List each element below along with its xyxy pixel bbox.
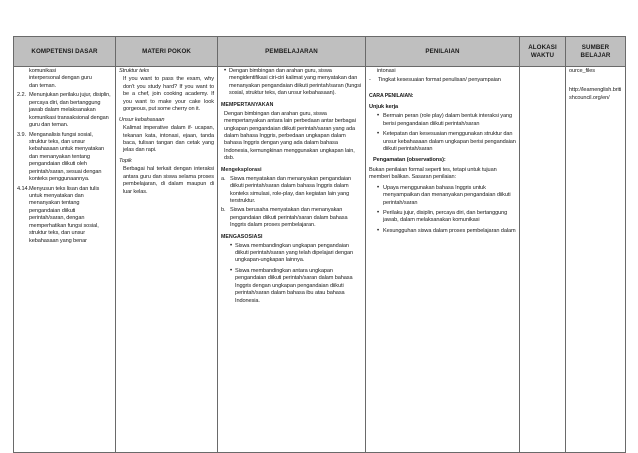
table-header-row — [14, 37, 626, 67]
pb-item-text: Siswa berusaha menyatakan dan menanyakan pengandaian diikuti perintah/saran dalam bahasa Inggris dalam proses pembelajaran. — [230, 207, 348, 229]
pb-heading-mengasosiasi: MENGASOSIASI — [221, 233, 263, 240]
bullet-icon: • — [229, 267, 232, 274]
cell-pembelajaran — [218, 67, 366, 453]
cell-materi-pokok — [116, 67, 218, 453]
mp-paragraph: Berbagai hal terkait dengan interaksi antara guru dan siswa selama proses pembelajaran, di dalam maupun di luar kelas. — [123, 166, 214, 195]
header-sumber-belajar: SUMBER BELAJAR — [566, 37, 626, 67]
pn-heading-unjuk-kerja: Unjuk kerja — [369, 103, 399, 110]
bullet-icon: • — [376, 227, 379, 234]
pb-assoc-item — [221, 243, 362, 265]
mp-paragraph: Kalimat imperative dalam if- ucapan, tekanan kata, intonasi, ejaan, tanda baca, tulisan tangan dan cetak yang jelas dan rapi. — [123, 125, 214, 154]
kd-lead-line: dan teman. — [29, 82, 56, 89]
mp-heading-unsur-kebahasaan: Unsur kebahasaan — [119, 116, 165, 123]
bullet-icon: • — [376, 113, 379, 120]
pb-bullet-text: Dengan bimbingan dan arahan guru, siswa mengidentifikasi ciri-ciri kalimat yang menyatakan dan menanyakan pengandaian diikuti perintah/saran (fungsi sosial, struktur teks, dan unsur kebahasaan). — [229, 68, 362, 97]
pn-dash-item — [369, 77, 516, 84]
header-materi-pokok: MATERI POKOK — [116, 37, 218, 67]
kd-lead — [17, 68, 112, 90]
pn-bullet-text: Bermain peran (role play) dalam bentuk interaksi yang berisi pengandaian diikuti perintah/saran — [383, 113, 513, 127]
bullet-icon: • — [229, 242, 232, 249]
kd-lead-line: komunikasi — [29, 68, 56, 74]
sb-link-britishcouncil[interactable]: http://learnenglish.britishcouncil.org/en/ — [569, 87, 622, 101]
pn-bullet-text: Upaya menggunakan bahasa Inggris untuk menyampaikan dan menanyakan pengandaian diikuti perintah/saran — [383, 184, 511, 206]
kd-item-text: Menyusun teks lisan dan tulis untuk menyatakan dan menanyakan tentang pengandaian diikuti perintah/saran, dengan memperhatikan fungsi sosial, struktur teks, dan unsur kebahasaan yang benar — [29, 185, 100, 244]
mp-heading-struktur-teks: Struktur teks — [119, 68, 150, 74]
pb-assoc-item — [221, 268, 362, 305]
mp-heading-topik: Topik — [119, 157, 132, 164]
header-alokasi-waktu: ALOKASI WAKTU — [520, 37, 566, 67]
dash-icon: - — [369, 77, 371, 84]
bullet-icon: • — [223, 68, 226, 74]
cell-alokasi-waktu — [520, 67, 566, 453]
kd-lead-line: interpersonal dengan guru — [29, 75, 92, 82]
pn-sasaran-item — [369, 185, 516, 207]
pb-heading-mempertanyakan: MEMPERTANYAKAN — [221, 101, 274, 108]
bullet-icon: • — [376, 210, 379, 217]
table-row — [14, 67, 626, 453]
pb-paragraph: Dengan bimbingan dan arahan guru, siswa mempertanyakan antara lain perbedaan antar berbagai ungkapan pengandaian diikuti perintah/saran yang ada dalam bahasa Inggris, perbedaan ungkapan dalam bahasa Inggris dengan yang ada dalam bahasa Indonesia, kemungkinan menggunakan ungkapan lain, dsb. — [224, 110, 356, 162]
kd-item-2-2 — [17, 92, 112, 129]
kd-item-text: Menunjukan perilaku jujur, disiplin, percaya diri, dan bertanggung jawab dalam melaksanakan komunikasi transaksional dengan guru dan teman. — [29, 92, 111, 129]
kd-item-4-14 — [17, 186, 112, 246]
pn-dash-text: Tingkat kesesuaian format penulisan/ penyampaian — [378, 77, 501, 84]
pb-item-text: Siswa menyatakan dan menanyakan pengandaian diikuti perintah/saran dalam bahasa Inggris dalam konteks simulasi, role-play, dan kegiatan lain yang terstruktur. — [230, 175, 352, 204]
pn-heading-cara-penilaian: CARA PENILAIAN: — [369, 92, 414, 99]
cell-sumber-belajar — [566, 67, 626, 453]
header-kompetensi-dasar: KOMPETENSI DASAR — [14, 37, 116, 67]
pb-bullet-text: Siswa membandingkan antara ungkapan pengandaian diikuti perintah/saran dalam bahasa Inggris dengan ungkapan pengandaian diikuti perintah/saran dalam bahasa ibu atau bahasa Indonesia. — [235, 267, 353, 304]
pn-heading-pengamatan: Pengamatan (observations): — [373, 157, 446, 164]
pn-bullet-text: Ketepatan dan kesesuaian menggunakan struktur dan unsur kebahasaan dalam ungkapan berisi pengandaian diikuti perintah/saran — [383, 131, 516, 152]
syllabus-table — [13, 36, 626, 453]
pb-explore-item — [221, 176, 362, 206]
pb-item-letter: a. — [221, 175, 226, 182]
mp-paragraph: If you want to pass the exam, why don't you study hard? If you want to be a chef, join cooking academy. If you want to make your cake look gorgeous, put some cherry on it. — [123, 76, 214, 113]
pn-bullet-text: Kesungguhan siswa dalam proses pembelajaran dalam — [383, 227, 516, 234]
sb-source-files: ource_files — [569, 68, 595, 74]
header-pembelajaran: PEMBELAJARAN — [218, 37, 366, 67]
pn-pengamatan-text: Bukan penilaian formal seperti tes, tetapi untuk tujuan memberi balikan. Sasaran penilaian: — [369, 166, 497, 181]
cell-kompetensi-dasar — [14, 67, 116, 453]
pn-bullet-text: Perilaku jujur, disiplin, percaya diri, dan bertanggung jawab, dalam melaksanakan komunikasi — [383, 210, 508, 224]
kd-item-text: Menganalisis fungsi sosial, struktur teks, dan unsur kebahasaan untuk menyatakan dan menanyakan tentang pengandaian diikuti oleh perintah/saran, sesuai dengan konteks penggunaannya. — [29, 131, 105, 183]
pb-bullet-text: Siswa membandingkan ungkapan pengandaian diikuti perintah/saran yang telah dipelajari dengan ungkapan-ungkapan lainnya. — [235, 242, 354, 264]
bullet-icon: • — [376, 184, 379, 191]
kd-item-number: 2.2. — [17, 92, 26, 99]
pb-item-letter: b. — [221, 207, 226, 214]
pn-unjuk-item — [369, 113, 516, 128]
bullet-icon: • — [376, 131, 379, 138]
pn-unjuk-item — [369, 131, 516, 153]
header-penilaian: PENILAIAN — [366, 37, 520, 67]
kd-item-number: 4.14. — [17, 185, 29, 192]
pn-sasaran-item — [369, 210, 516, 225]
cell-penilaian — [366, 67, 520, 453]
kd-item-3-9 — [17, 132, 112, 184]
kd-item-number: 3.9. — [17, 131, 26, 138]
pn-lead: intonasi — [377, 68, 396, 74]
document-page — [13, 36, 625, 452]
pb-top-bullet — [221, 68, 362, 98]
pb-explore-item — [221, 207, 362, 229]
pn-sasaran-item — [369, 228, 516, 236]
pb-heading-mengeksplorasi: Mengeksplorasi — [221, 166, 262, 173]
